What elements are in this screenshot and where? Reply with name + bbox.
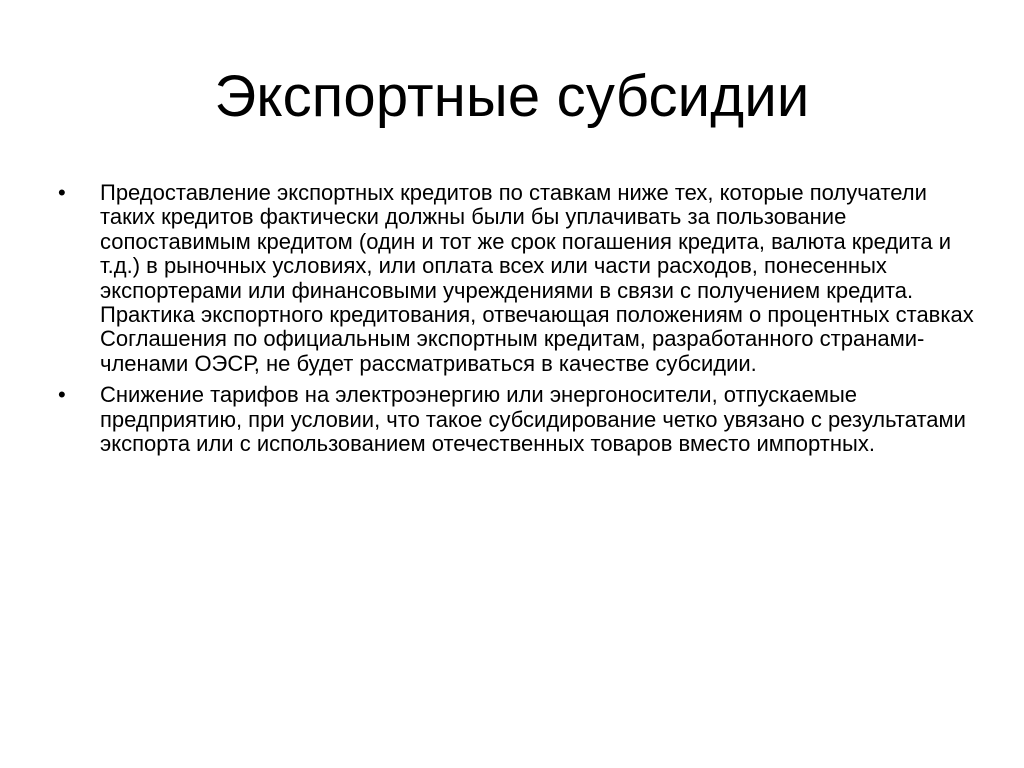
bullet-icon: •	[58, 382, 66, 408]
bullet-text: Предоставление экспортных кредитов по ставкам ниже тех, которые получатели таких кредитов фактически должны были бы уплачивать за пользование сопоставимым кредитом (один и тот же срок погашения кредита, валюта кредита и т.д.) в рыночных условиях, или оплата всех или части расходов, понесенных экспортерами или финансовыми учреждениями в связи с получением кредита. Практика экспортного кредитования, отвечающая положениям о процентных ставках Соглашения по официальным экспортным кредитам, разработанного странами-членами ОЭСР, не будет рассматриваться в качестве субсидии.	[100, 180, 974, 376]
bullet-icon: •	[58, 180, 66, 205]
bullet-list	[58, 181, 978, 463]
slide-title: Экспортные субсидии	[214, 64, 810, 129]
bullet-text: Снижение тарифов на электроэнергию или энергоносители, отпускаемые предприятию, при условии, что такое субсидирование четко увязано с результатами экспорта или с использованием отечественных товаров вместо импортных.	[100, 382, 966, 457]
list-item	[58, 181, 978, 376]
list-item	[58, 383, 978, 456]
